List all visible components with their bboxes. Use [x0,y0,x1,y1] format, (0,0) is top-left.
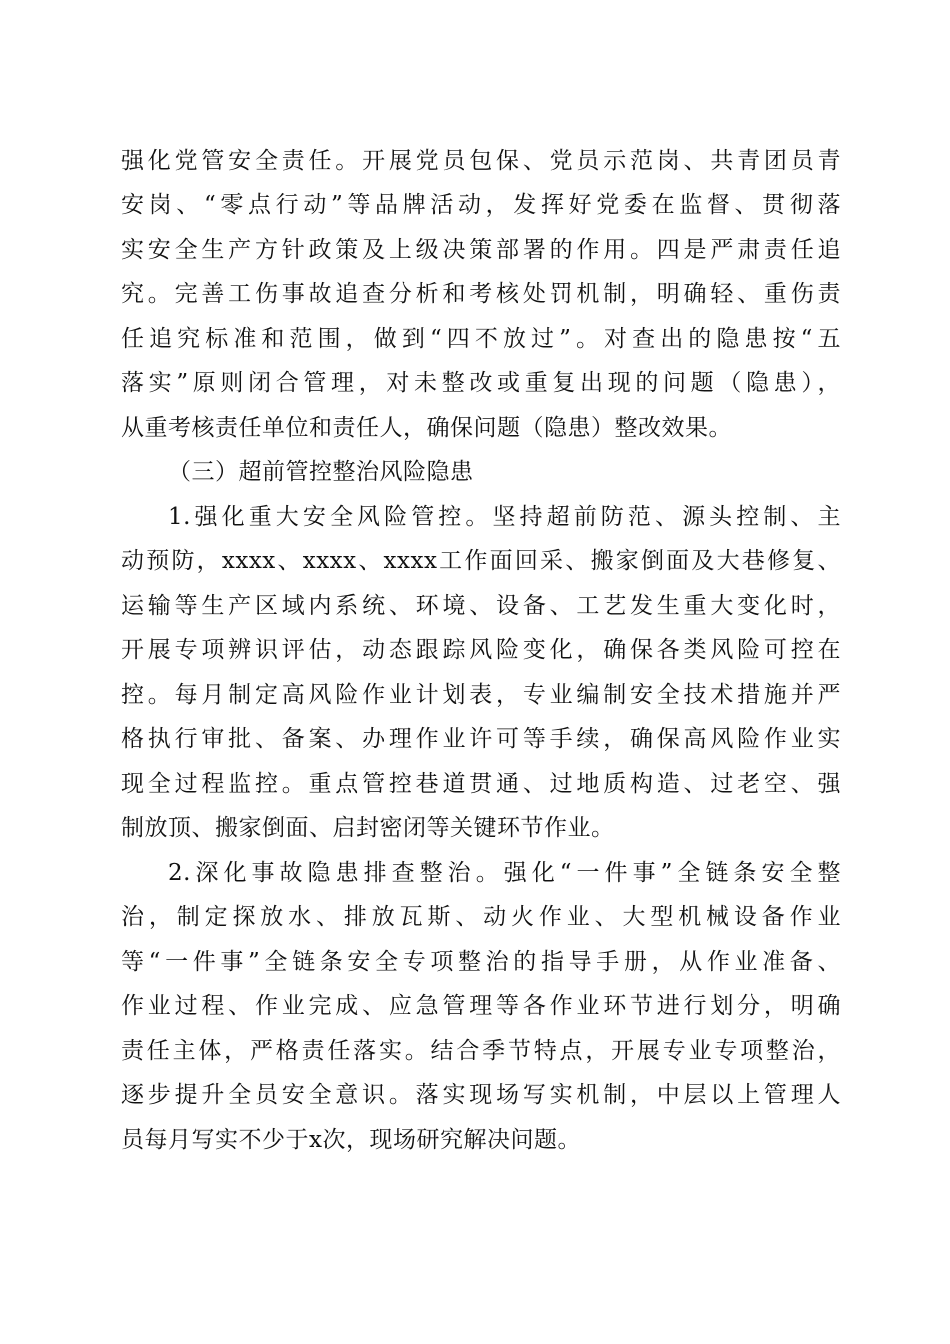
paragraph-line: 运输等生产区域内系统、环境、设备、工艺发生重大变化时， [121,593,841,619]
paragraph-line: 任追究标准和范围，做到“四不放过”。对查出的隐患按“五 [121,326,841,352]
paragraph-line: 实安全生产方针政策及上级决策部署的作用。四是严肃责任追 [121,237,841,263]
paragraph-line: 等“一件事”全链条安全专项整治的指导手册，从作业准备、 [121,949,841,975]
paragraph-line: 安岗、“零点行动”等品牌活动，发挥好党委在监督、贯彻落 [121,192,841,218]
paragraph-line: 员每月写实不少于x次，现场研究解决问题。 [121,1127,581,1153]
paragraph-line: 责任主体，严格责任落实。结合季节特点，开展专业专项整治， [121,1038,841,1064]
section-heading: （三）超前管控整治风险隐患 [168,459,474,485]
paragraph-line: 治，制定探放水、排放瓦斯、动火作业、大型机械设备作业 [121,904,841,930]
paragraph-line: 现全过程监控。重点管控巷道贯通、过地质构造、过老空、强 [121,771,841,797]
paragraph-line: 制放顶、搬家倒面、启封密闭等关键环节作业。 [121,815,615,841]
paragraph-line: 逐步提升全员安全意识。落实现场写实机制，中层以上管理人 [121,1082,841,1108]
paragraph-line: 控。每月制定高风险作业计划表，专业编制安全技术措施并严 [121,682,841,708]
paragraph-line: 2.深化事故隐患排查整治。强化“一件事”全链条安全整 [168,860,841,886]
paragraph-line: 落实”原则闭合管理，对未整改或重复出现的问题（隐患）， [121,370,841,396]
paragraph-line: 强化党管安全责任。开展党员包保、党员示范岗、共青团员青 [121,148,841,174]
paragraph-line: 1.强化重大安全风险管控。坚持超前防范、源头控制、主 [168,504,841,530]
paragraph-line: 格执行审批、备案、办理作业许可等手续，确保高风险作业实 [121,726,841,752]
paragraph-line: 从重考核责任单位和责任人，确保问题（隐患）整改效果。 [121,415,732,441]
paragraph-line: 究。完善工伤事故追查分析和考核处罚机制，明确轻、重伤责 [121,281,841,307]
paragraph-line: 作业过程、作业完成、应急管理等各作业环节进行划分，明确 [121,993,841,1019]
paragraph-line: 开展专项辨识评估，动态跟踪风险变化，确保各类风险可控在 [121,637,841,663]
paragraph-line: 动预防，xxxx、xxxx、xxxx工作面回采、搬家倒面及大巷修复、 [121,548,841,574]
